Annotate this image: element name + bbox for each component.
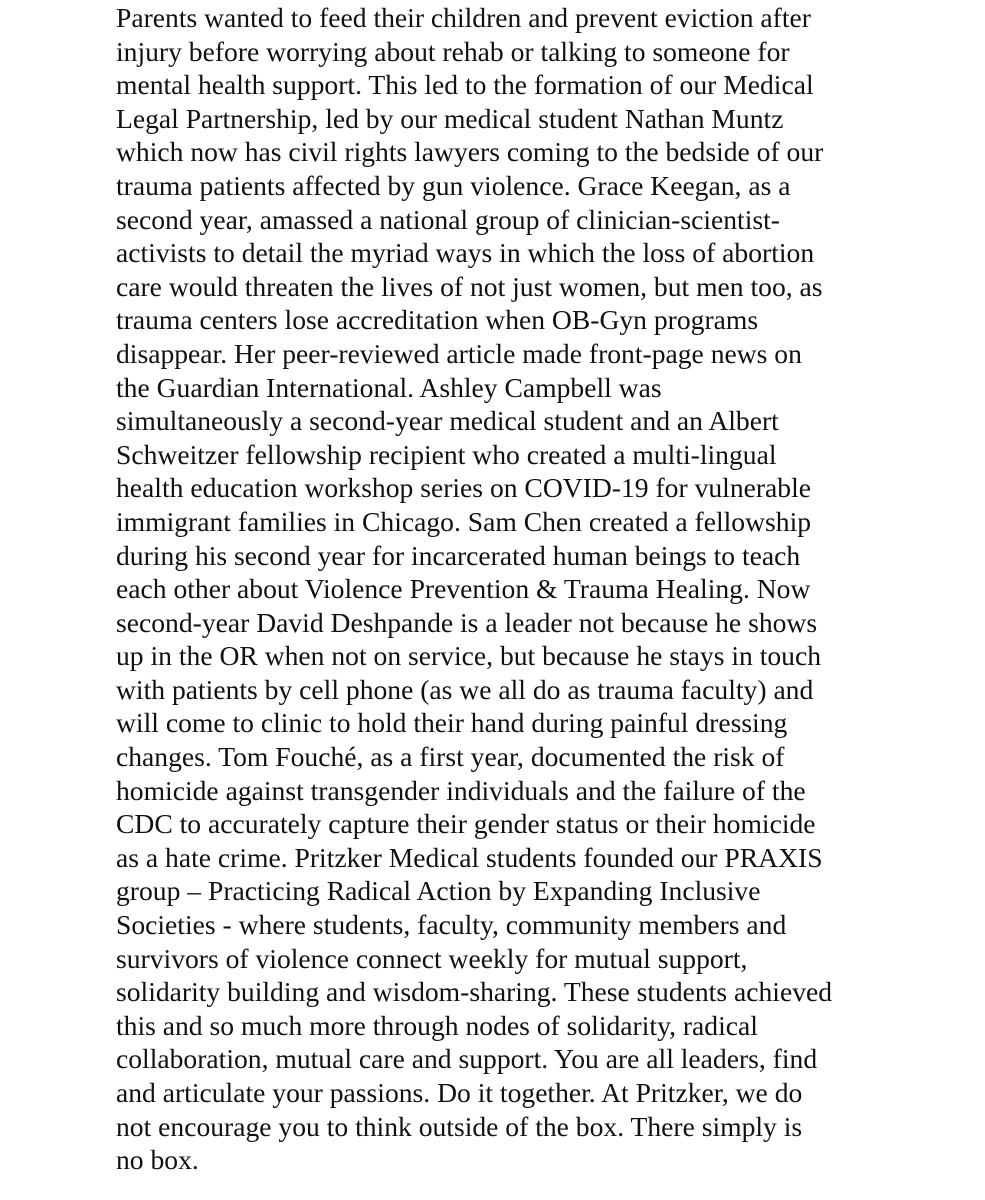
text-line: no box. (116, 1144, 199, 1176)
text-line: will come to clinic to hold their hand during painful dressing (116, 707, 788, 739)
text-line: Schweitzer fellowship recipient who created a multi-lingual (116, 438, 777, 470)
body-paragraph (116, 1, 976, 1177)
text-line: activists to detail the myriad ways in which the loss of abortion (116, 237, 815, 269)
text-line: disappear. Her peer-reviewed article made front-page news on (116, 337, 802, 369)
text-line: Legal Partnership, led by our medical student Nathan Muntz (116, 102, 784, 134)
text-line: mental health support. This led to the formation of our Medical (116, 69, 814, 101)
text-line: simultaneously a second-year medical student and an Albert (116, 405, 779, 437)
text-line: Parents wanted to feed their children and prevent eviction after (116, 2, 811, 33)
text-line: collaboration, mutual care and support. You are all leaders, find (116, 1043, 818, 1075)
text-line: each other about Violence Prevention & Trauma Healing. Now (116, 573, 811, 605)
text-line: during his second year for incarcerated human beings to teach (116, 539, 801, 571)
text-line: homicide against transgender individuals and the failure of the (116, 774, 806, 806)
text-line: and articulate your passions. Do it together. At Pritzker, we do (116, 1077, 803, 1108)
text-line: with patients by cell phone (as we all do as trauma faculty) and (116, 673, 814, 705)
text-line: up in the OR when not on service, but because he stays in touch (116, 640, 822, 672)
text-line: survivors of violence connect weekly for mutual support, (116, 942, 748, 974)
text-line: immigrant families in Chicago. Sam Chen created a fellowship (116, 505, 812, 537)
text-line: changes. Tom Fouché, as a first year, documented the risk of (116, 741, 785, 773)
text-line: group – Practicing Radical Action by Expanding Inclusive (116, 875, 761, 907)
text-line: Societies - where students, faculty, community members and (116, 909, 787, 941)
text-line: this and so much more through nodes of solidarity, radical (116, 1009, 758, 1041)
text-line: second-year David Deshpande is a leader not because he shows (116, 606, 818, 638)
text-line: the Guardian International. Ashley Campbell was (116, 371, 662, 403)
text-line: care would threaten the lives of not just women, but men too, as (116, 270, 823, 302)
text-line: second year, amassed a national group of clinician-scientist- (116, 203, 780, 235)
text-line: not encourage you to think outside of the box. There simply is (116, 1110, 803, 1142)
text-line: solidarity building and wisdom-sharing. These students achieved (116, 976, 833, 1008)
text-line: trauma patients affected by gun violence. Grace Keegan, as a (116, 169, 791, 201)
text-line: trauma centers lose accreditation when OB-Gyn programs (116, 304, 759, 336)
text-line: as a hate crime. Pritzker Medical students founded our PRAXIS (116, 841, 823, 873)
text-line: which now has civil rights lawyers coming to the bedside of our (116, 136, 824, 168)
text-line: CDC to accurately capture their gender status or their homicide (116, 808, 816, 840)
text-line: health education workshop series on COVID-19 for vulnerable (116, 472, 812, 504)
text-line: injury before worrying about rehab or talking to someone for (116, 35, 790, 67)
